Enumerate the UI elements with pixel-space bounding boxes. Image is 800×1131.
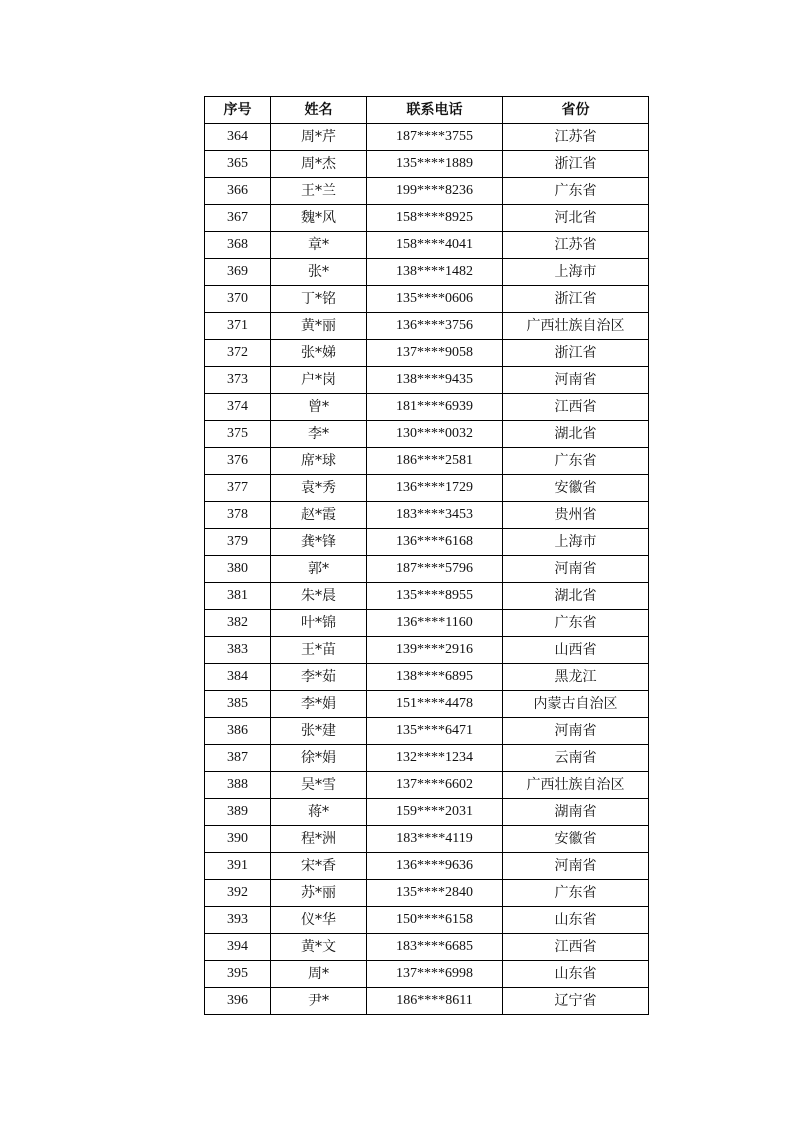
row-province: 山西省 — [503, 637, 649, 664]
row-name: 程*洲 — [271, 826, 367, 853]
row-name: 李* — [271, 421, 367, 448]
row-phone: 135****6471 — [367, 718, 503, 745]
row-name: 赵*霞 — [271, 502, 367, 529]
row-index: 383 — [205, 637, 271, 664]
row-phone: 135****8955 — [367, 583, 503, 610]
row-index: 392 — [205, 880, 271, 907]
row-name: 周* — [271, 961, 367, 988]
row-phone: 137****6998 — [367, 961, 503, 988]
table-body — [205, 124, 649, 1015]
row-province: 贵州省 — [503, 502, 649, 529]
row-phone: 186****8611 — [367, 988, 503, 1015]
row-phone: 139****2916 — [367, 637, 503, 664]
row-name: 张*建 — [271, 718, 367, 745]
row-name: 袁*秀 — [271, 475, 367, 502]
row-name: 王*苗 — [271, 637, 367, 664]
row-name: 李*茹 — [271, 664, 367, 691]
row-province: 黑龙江 — [503, 664, 649, 691]
table-row — [205, 205, 649, 232]
table-row — [205, 340, 649, 367]
row-phone: 138****1482 — [367, 259, 503, 286]
table-row — [205, 610, 649, 637]
row-province: 安徽省 — [503, 475, 649, 502]
table-row — [205, 286, 649, 313]
row-name: 郭* — [271, 556, 367, 583]
row-name: 丁*铭 — [271, 286, 367, 313]
row-province: 湖北省 — [503, 583, 649, 610]
table-row — [205, 259, 649, 286]
row-index: 365 — [205, 151, 271, 178]
row-index: 387 — [205, 745, 271, 772]
row-index: 395 — [205, 961, 271, 988]
row-index: 367 — [205, 205, 271, 232]
row-phone: 135****1889 — [367, 151, 503, 178]
row-index: 390 — [205, 826, 271, 853]
row-name: 龚*锋 — [271, 529, 367, 556]
row-index: 368 — [205, 232, 271, 259]
row-province: 江西省 — [503, 934, 649, 961]
row-name: 吴*雪 — [271, 772, 367, 799]
row-province: 广西壮族自治区 — [503, 313, 649, 340]
row-index: 386 — [205, 718, 271, 745]
table-row — [205, 394, 649, 421]
row-name: 黄*丽 — [271, 313, 367, 340]
row-index: 394 — [205, 934, 271, 961]
row-phone: 136****9636 — [367, 853, 503, 880]
row-name: 周*杰 — [271, 151, 367, 178]
row-phone: 138****6895 — [367, 664, 503, 691]
row-phone: 151****4478 — [367, 691, 503, 718]
table-row — [205, 664, 649, 691]
row-index: 375 — [205, 421, 271, 448]
row-name: 张*娣 — [271, 340, 367, 367]
row-province: 安徽省 — [503, 826, 649, 853]
row-phone: 187****3755 — [367, 124, 503, 151]
row-index: 366 — [205, 178, 271, 205]
table-row — [205, 556, 649, 583]
row-phone: 136****1729 — [367, 475, 503, 502]
row-index: 385 — [205, 691, 271, 718]
table-row — [205, 124, 649, 151]
table-row — [205, 880, 649, 907]
row-index: 369 — [205, 259, 271, 286]
row-phone: 137****6602 — [367, 772, 503, 799]
row-province: 河南省 — [503, 367, 649, 394]
row-phone: 136****3756 — [367, 313, 503, 340]
row-name: 周*芹 — [271, 124, 367, 151]
row-index: 393 — [205, 907, 271, 934]
table-row — [205, 718, 649, 745]
table-row — [205, 367, 649, 394]
row-name: 苏*丽 — [271, 880, 367, 907]
row-name: 席*球 — [271, 448, 367, 475]
table-row — [205, 529, 649, 556]
row-name: 魏*风 — [271, 205, 367, 232]
row-province: 上海市 — [503, 529, 649, 556]
table-row — [205, 988, 649, 1015]
row-province: 上海市 — [503, 259, 649, 286]
table-row — [205, 151, 649, 178]
row-name: 朱*晨 — [271, 583, 367, 610]
row-name: 蒋* — [271, 799, 367, 826]
row-province: 广东省 — [503, 178, 649, 205]
row-province: 湖北省 — [503, 421, 649, 448]
table-row — [205, 583, 649, 610]
header-name: 姓名 — [271, 97, 367, 124]
table-row — [205, 691, 649, 718]
row-phone: 158****8925 — [367, 205, 503, 232]
row-name: 曾* — [271, 394, 367, 421]
table-row — [205, 178, 649, 205]
row-name: 李*娟 — [271, 691, 367, 718]
row-index: 370 — [205, 286, 271, 313]
row-name: 章* — [271, 232, 367, 259]
row-index: 377 — [205, 475, 271, 502]
row-index: 380 — [205, 556, 271, 583]
row-index: 391 — [205, 853, 271, 880]
table-header-row — [205, 97, 649, 124]
row-phone: 186****2581 — [367, 448, 503, 475]
row-phone: 183****3453 — [367, 502, 503, 529]
row-phone: 183****4119 — [367, 826, 503, 853]
row-index: 379 — [205, 529, 271, 556]
row-index: 374 — [205, 394, 271, 421]
row-province: 山东省 — [503, 907, 649, 934]
row-phone: 136****6168 — [367, 529, 503, 556]
row-province: 内蒙古自治区 — [503, 691, 649, 718]
row-phone: 183****6685 — [367, 934, 503, 961]
row-province: 广西壮族自治区 — [503, 772, 649, 799]
row-phone: 130****0032 — [367, 421, 503, 448]
row-phone: 138****9435 — [367, 367, 503, 394]
row-province: 河南省 — [503, 556, 649, 583]
table-row — [205, 907, 649, 934]
header-province: 省份 — [503, 97, 649, 124]
row-province: 河北省 — [503, 205, 649, 232]
row-province: 湖南省 — [503, 799, 649, 826]
row-index: 389 — [205, 799, 271, 826]
table-row — [205, 826, 649, 853]
row-phone: 181****6939 — [367, 394, 503, 421]
row-name: 叶*锦 — [271, 610, 367, 637]
row-index: 371 — [205, 313, 271, 340]
row-province: 河南省 — [503, 718, 649, 745]
table-row — [205, 421, 649, 448]
row-index: 364 — [205, 124, 271, 151]
row-index: 382 — [205, 610, 271, 637]
row-province: 河南省 — [503, 853, 649, 880]
row-phone: 135****2840 — [367, 880, 503, 907]
row-index: 376 — [205, 448, 271, 475]
row-province: 浙江省 — [503, 340, 649, 367]
table-row — [205, 961, 649, 988]
row-index: 396 — [205, 988, 271, 1015]
table-row — [205, 313, 649, 340]
row-phone: 159****2031 — [367, 799, 503, 826]
table-row — [205, 475, 649, 502]
header-index: 序号 — [205, 97, 271, 124]
row-province: 广东省 — [503, 880, 649, 907]
row-province: 江苏省 — [503, 232, 649, 259]
row-name: 尹* — [271, 988, 367, 1015]
row-index: 384 — [205, 664, 271, 691]
table-row — [205, 745, 649, 772]
row-province: 江苏省 — [503, 124, 649, 151]
header-phone: 联系电话 — [367, 97, 503, 124]
row-phone: 199****8236 — [367, 178, 503, 205]
row-index: 373 — [205, 367, 271, 394]
row-province: 浙江省 — [503, 151, 649, 178]
row-province: 辽宁省 — [503, 988, 649, 1015]
table-row — [205, 853, 649, 880]
contact-table — [204, 96, 649, 1015]
row-name: 张* — [271, 259, 367, 286]
row-province: 山东省 — [503, 961, 649, 988]
row-index: 378 — [205, 502, 271, 529]
table-row — [205, 637, 649, 664]
table-row — [205, 934, 649, 961]
row-province: 广东省 — [503, 610, 649, 637]
row-index: 372 — [205, 340, 271, 367]
row-province: 广东省 — [503, 448, 649, 475]
row-index: 381 — [205, 583, 271, 610]
table-row — [205, 772, 649, 799]
row-phone: 132****1234 — [367, 745, 503, 772]
table-row — [205, 448, 649, 475]
row-province: 江西省 — [503, 394, 649, 421]
row-phone: 135****0606 — [367, 286, 503, 313]
row-province: 浙江省 — [503, 286, 649, 313]
row-phone: 187****5796 — [367, 556, 503, 583]
row-phone: 136****1160 — [367, 610, 503, 637]
table-row — [205, 232, 649, 259]
table-row — [205, 502, 649, 529]
row-phone: 150****6158 — [367, 907, 503, 934]
row-name: 户*岗 — [271, 367, 367, 394]
row-name: 王*兰 — [271, 178, 367, 205]
row-name: 黄*文 — [271, 934, 367, 961]
row-name: 仪*华 — [271, 907, 367, 934]
row-index: 388 — [205, 772, 271, 799]
row-province: 云南省 — [503, 745, 649, 772]
row-name: 宋*香 — [271, 853, 367, 880]
row-phone: 137****9058 — [367, 340, 503, 367]
row-name: 徐*娟 — [271, 745, 367, 772]
row-phone: 158****4041 — [367, 232, 503, 259]
table-row — [205, 799, 649, 826]
